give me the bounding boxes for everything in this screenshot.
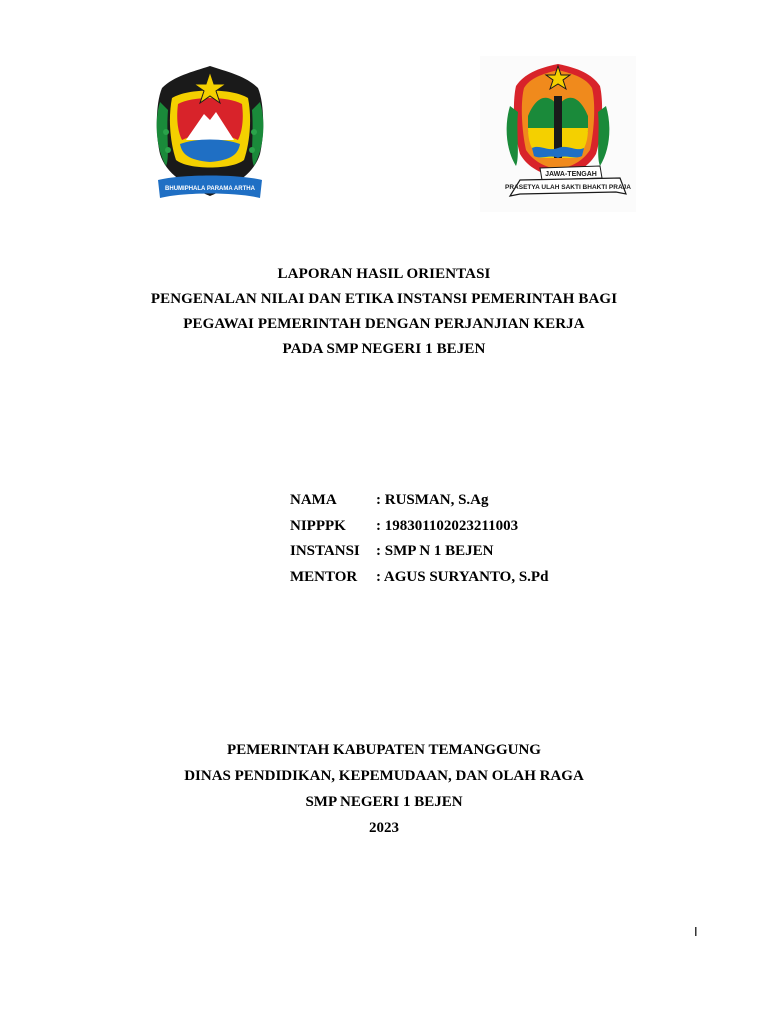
title-line-3: PEGAWAI PEMERINTAH DENGAN PERJANJIAN KERJA <box>183 316 585 332</box>
report-title <box>0 262 768 362</box>
mentor-label: MENTOR <box>290 568 358 585</box>
svg-text:JAWA-TENGAH: JAWA-TENGAH <box>545 171 597 178</box>
title-line-2: PENGENALAN NILAI DAN ETIKA INSTANSI PEMERINTAH BAGI <box>150 291 618 307</box>
svg-text:PRASETYA ULAH SAKTI BHAKTI PRA: PRASETYA ULAH SAKTI BHAKTI PRAJA <box>505 184 631 191</box>
name-label: NAMA <box>290 492 337 509</box>
title-line-1: LAPORAN HASIL ORIENTASI <box>277 266 491 282</box>
jawa-tengah-crest-icon <box>480 56 636 212</box>
page-number: I <box>694 924 698 939</box>
instansi-value: : SMP N 1 BEJEN <box>376 543 494 560</box>
footer-year: 2023 <box>369 820 399 836</box>
name-value: : RUSMAN, S.Ag <box>376 492 489 509</box>
title-line-4: PADA SMP NEGERI 1 BEJEN <box>282 341 486 357</box>
identity-block <box>290 488 548 590</box>
identity-row-mentor <box>290 565 548 591</box>
footer-line-1: PEMERINTAH KABUPATEN TEMANGGUNG <box>227 742 541 758</box>
mentor-value: : AGUS SURYANTO, S.Pd <box>376 568 549 585</box>
identity-row-nipppk <box>290 514 548 540</box>
identity-row-name <box>290 488 548 514</box>
identity-row-instansi <box>290 539 548 565</box>
instansi-label: INSTANSI <box>290 543 360 560</box>
footer-line-2: DINAS PENDIDIKAN, KEPEMUDAAN, DAN OLAH RAGA <box>184 768 584 784</box>
temanggung-crest-icon <box>152 62 268 208</box>
footer-line-3: SMP NEGERI 1 BEJEN <box>305 794 463 810</box>
nipppk-label: NIPPPK <box>290 517 346 534</box>
nipppk-value: : 198301102023211003 <box>376 517 519 534</box>
institution-footer <box>0 737 768 841</box>
svg-text:BHUMIPHALA PARAMA ARTHA: BHUMIPHALA PARAMA ARTHA <box>165 186 255 192</box>
